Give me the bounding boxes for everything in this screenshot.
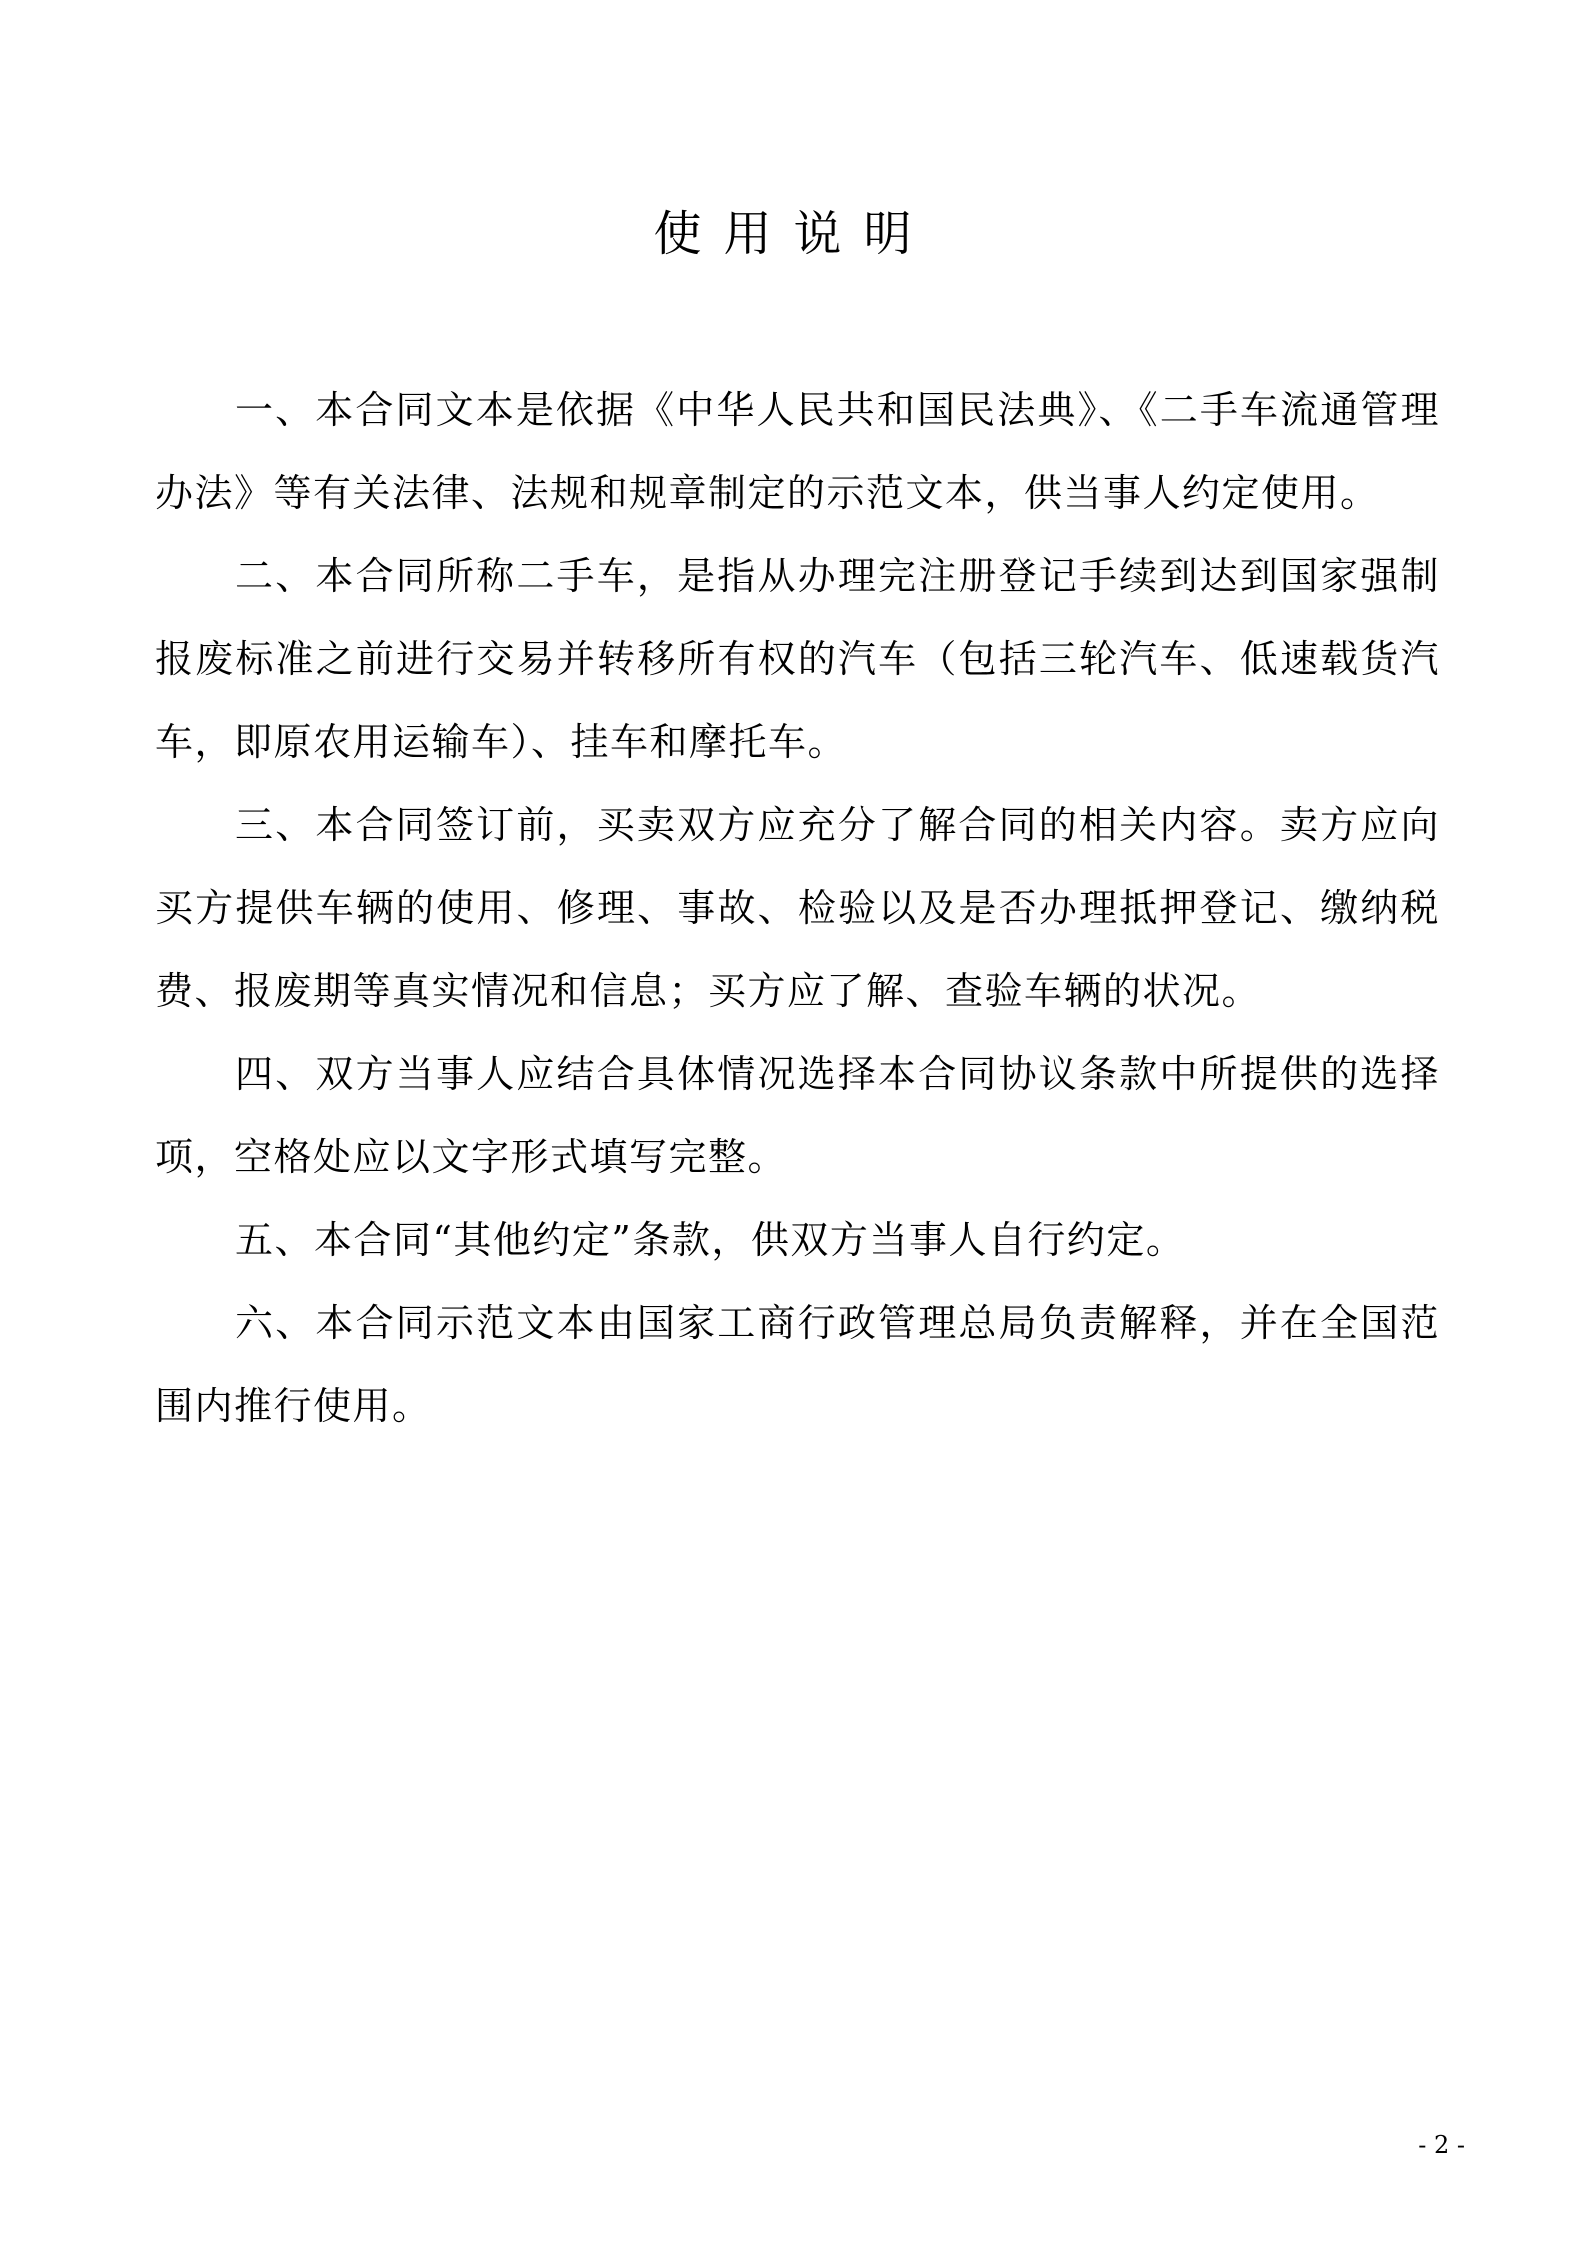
page-title: 使用说明 [653, 206, 934, 262]
instruction-paragraph-3: 三、本合同签订前，买卖双方应充分了解合同的相关内容。卖方应向买方提供车辆的使用、修理、事故、检验以及是否办理抵押登记、缴纳税费、报废期等真实情况和信息；买方应了解、查验车辆的状况。 [155, 803, 1440, 1013]
page-number: - 2 - [1418, 2131, 1465, 2159]
instruction-paragraph-5: 五、本合同“其他约定”条款，供双方当事人自行约定。 [235, 1218, 1186, 1262]
instruction-paragraph-4: 四、双方当事人应结合具体情况选择本合同协议条款中所提供的选择项，空格处应以文字形式填写完整。 [155, 1052, 1440, 1179]
instruction-paragraph-6: 六、本合同示范文本由国家工商行政管理总局负责解释，并在全国范围内推行使用。 [155, 1301, 1440, 1428]
instructions-body [155, 369, 1440, 1448]
instruction-paragraph-1: 一、本合同文本是依据《中华人民共和国民法典》、《二手车流通管理办法》等有关法律、法规和规章制定的示范文本，供当事人约定使用。 [155, 388, 1440, 515]
instruction-paragraph-2: 二、本合同所称二手车，是指从办理完注册登记手续到达到国家强制报废标准之前进行交易并转移所有权的汽车（包括三轮汽车、低速载货汽车，即原农用运输车）、挂车和摩托车。 [155, 554, 1440, 764]
